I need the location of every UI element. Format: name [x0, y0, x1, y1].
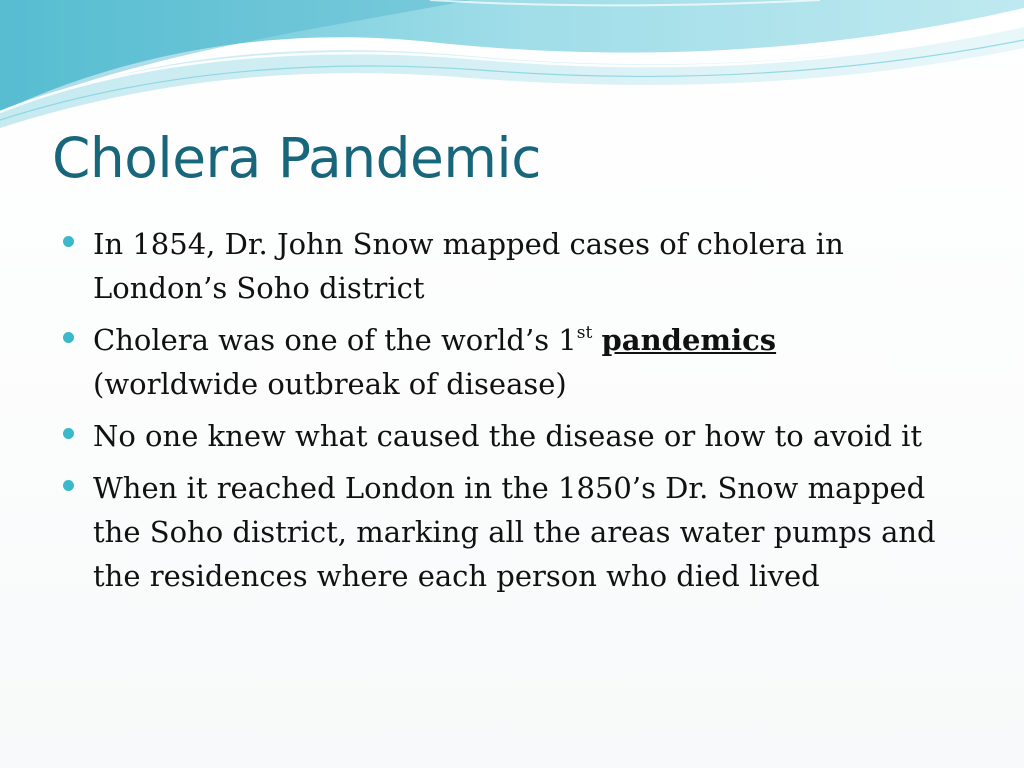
- bullet-text-continued: (worldwide outbreak of disease): [93, 367, 567, 401]
- slide-title: Cholera Pandemic: [52, 126, 541, 190]
- bullet-text: When it reached London in the 1850’s Dr. Snow mapped the Soho district, marking all the areas water pumps and the residences where each person who died lived: [93, 471, 936, 593]
- bullet-item: [60, 466, 970, 598]
- key-term: pandemics: [601, 323, 777, 357]
- bullet-text: In 1854, Dr. John Snow mapped cases of cholera in London’s Soho district: [93, 227, 844, 305]
- bullet-dot-icon: [63, 480, 74, 491]
- superscript: st: [576, 323, 593, 343]
- bullet-dot-icon: [63, 428, 74, 439]
- bullet-dot-icon: [63, 236, 74, 247]
- bullet-item: [60, 222, 970, 310]
- bullet-list: [60, 222, 970, 606]
- bullet-item: [60, 414, 970, 458]
- bullet-text: No one knew what caused the disease or how to avoid it: [93, 419, 923, 453]
- wave-header-decoration: [0, 0, 1024, 130]
- bullet-dot-icon: [63, 332, 74, 343]
- bullet-item: [60, 318, 970, 406]
- bullet-text: Cholera was one of the world’s 1: [93, 323, 577, 357]
